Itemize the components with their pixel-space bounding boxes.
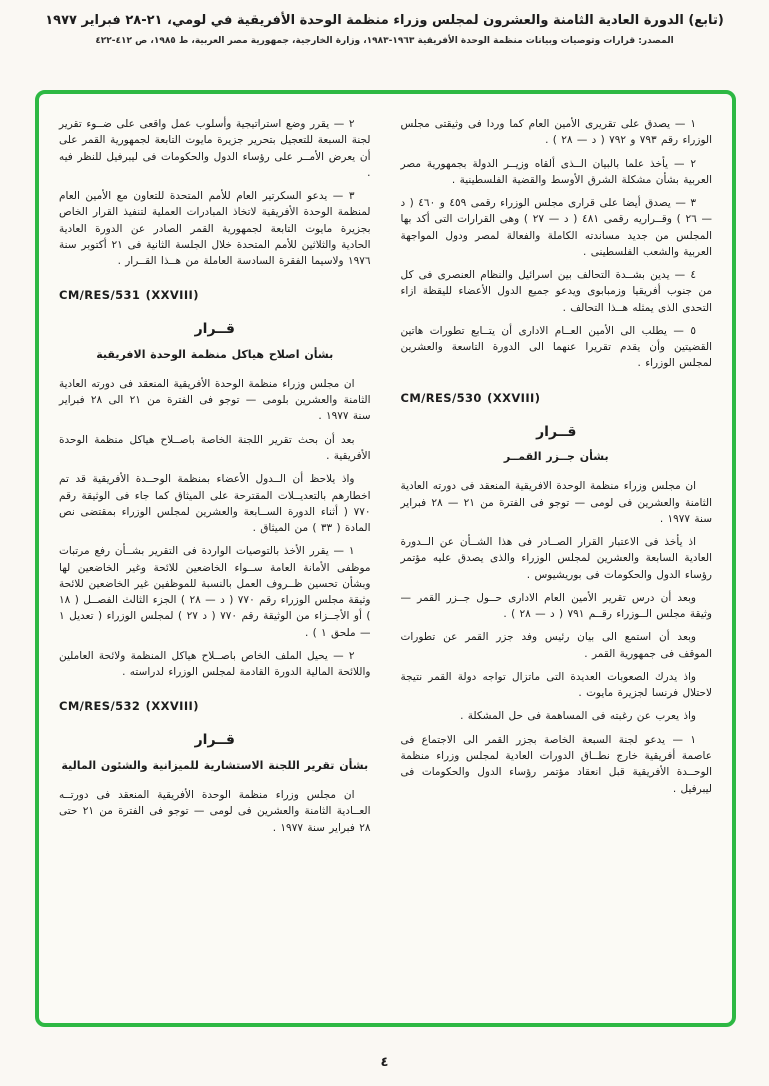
document-frame <box>35 90 736 1027</box>
resolution-id: CM/RES/531 (XXVIII) <box>59 288 199 303</box>
resolution-heading: قــرار <box>194 321 235 338</box>
session-title: (تابع) الدورة العادية الثامنة والعشرون لمجلس وزراء منظمة الوحدة الأفريقية في لومي، ٢١-٢٨ فبراير ١٩٧٧ <box>45 13 724 28</box>
paragraph: ٣ — يصدق أيضا على قرارى مجلس الوزراء رقمى ٤٥٩ و ٤٦٠ ( د — ٢٦ ) وقــراريه رقمى ٤٨١ ( د — ٢٧ ) وهى القرارات التى أكد بها المجلس من جديد مساندته الكاملة والفعالة لمصر ودول المواجهة العربية والشعب الفلسطينى . <box>400 197 712 258</box>
paragraph: ٣ — يدعو السكرتير العام للأمم المتحدة للتعاون مع الأمين العام لمنظمة الوحدة الأفريقية لاتخاذ المبادرات العملية لتنفيذ القرار الخاص بجزيرة مايوت التابعة لجمهورية القمر الصادر عن الدورة العادية الحادية والثلاثين للأمم المتحدة خلال الجلسة الثانية فى ٢١ أكتوبر سنة ١٩٧٦ ولاسيما الفقرة السادسة العاملة من هــذا القــرار . <box>59 190 371 268</box>
paragraph: وبعد أن درس تقرير الأمين العام الادارى حــول جــزر القمر — وثيقة مجلس الــوزراء رقــم ٧٩١ ( د — ٢٨ ) . <box>400 591 712 621</box>
paragraph: ١ — يصدق على تقريرى الأمين العام كما وردا فى وثيقتى مجلس الوزراء رقم ٧٩٣ و ٧٩٢ ( د — ٢٨ ) . <box>400 118 712 147</box>
paragraph: واذ يدرك الصعوبات العديدة التى ماتزال تواجه دولة القمر نتيجة لاحتلال فرنسا لجزيرة مايوت . <box>400 670 712 700</box>
paragraph: ٥ — يطلب الى الأمين العــام الادارى أن يتــابع تطورات هاتين القضيتين وأن يقدم تقريرا عنهما الى الدورة التاسعة والعشرين لمجلس الوزراء . <box>400 324 712 370</box>
source-note: المصدر: قرارات وتوصيات وبيانات منظمة الوحدة الأفريقية ١٩٦٣-١٩٨٣، وزارة الخارجية، جمهورية مصر العربية، ط ١٩٨٥، ص ٤١٢-٤٢٢ <box>95 36 674 46</box>
resolution-id: CM/RES/530 (XXVIII) <box>400 390 541 405</box>
resolution-id: CM/RES/532 (XXVIII) <box>59 699 199 714</box>
column-left <box>59 116 371 1007</box>
paragraph: ان مجلس وزراء منظمة الوحدة الافريقية المنعقد فى دورته العادية الثامنة والعشرين فى لومى — توجو فى الفترة من ٢١ — ٢٨ فبراير سنة ١٩٧٧ . <box>400 480 713 525</box>
paragraph: واذ يعرب عن رغبته فى المساهمة فى حل المشكلة . <box>460 710 696 723</box>
paragraph: وبعد أن استمع الى بيان رئيس وفد جزر القمر عن تطورات الموقف فى جمهورية القمر . <box>400 631 712 660</box>
paragraph: واذ يلاحظ أن الــدول الأعضاء بمنظمة الوحــدة الأفريقية قد تم اخطارهم بالتعديــلات المقترحة على الميثاق كما جاء فى الوثيقة رقم ٧٧٠ ( أثناء الدورة الســابعة والعشرين لمجلس الوزراء بمقتضى نص المادة ( ٣٣ ) من الميثاق . <box>59 473 371 535</box>
resolution-subject: بشأن اصلاح هياكل منظمة الوحدة الافريقية <box>96 347 334 361</box>
paragraph: ٢ — يأخذ علما بالبيان الــذى ألقاه وزيــر الدولة بجمهورية مصر العربية بشأن مشكلة الشرق الأوسط والقضية الفلسطينية . <box>400 157 712 186</box>
paragraph: ٢ — يقرر وضع استراتيجية وأسلوب عمل واقعى على ضــوء تقرير لجنة السبعة للتعجيل بتحرير جزيرة مايوت التابعة لجمهورية القمر على أن يعرض الأمــر على رؤساء الدول والحكومات فى ليبرفيل للنظر فيه . <box>59 118 371 179</box>
paragraph: ان مجلس وزراء منظمة الوحدة الأفريقية المنعقد فى دورته العادية الثامنة والعشرين بلومى — توجو فى الفترة من ٢١ الى ٢٨ فبراير سنة ١٩٧٧ . <box>59 377 371 423</box>
paragraph: بعد أن بحث تقرير اللجنة الخاصة باصــلاح هياكل منظمة الوحدة الأفريقية . <box>59 433 371 462</box>
resolution-heading: قــرار <box>194 732 235 749</box>
text-columns <box>59 116 712 1007</box>
paragraph: ٢ — يحيل الملف الخاص باصــلاح هياكل المنظمة ولائحة العاملين واللائحة المالية الدورة القادمة لمجلس الوزراء لدراسته . <box>59 649 371 679</box>
resolution-heading: قــرار <box>536 423 577 440</box>
paragraph: ٤ — يدين بشــدة التحالف بين اسرائيل والنظام العنصرى فى كل من جنوب أفريقيا وزمبابوى ويدعو جميع الدول الأعضاء لليقظة ازاء التحدى الذى يمثله هــذا التحالف . <box>400 269 712 314</box>
paragraph: ١ — يقرر الأخذ بالتوصيات الواردة فى التقرير بشــأن رفع مرتبات موظفى الأمانة العامة ســواء الخاضعين للائحة وغير الخاضعين لها وبشأن تحسين ظــروف العمل بالنسبة للموظفين غير الخاضعين للائحة وثيقة مجلس الوزراء رقم ٧٧٠ ( د — ٢٨ ) الجزء الثالث الفصــل ( ١٨ ) أو الأجــزاء من الوثيقة رقم ٧٧٠ ( د ٢٧ ) لمجلس الوزراء ( تعديل ١ — ملحق ١ ) . <box>59 545 371 639</box>
paragraph: ان مجلس وزراء منظمة الوحدة الأفريقية المنعقد فى دورتــه العــادية الثامنة والعشرين فى لومى — توجو فى الفترة من ٢١ حتى ٢٨ فبراير سنة ١٩٧٧ . <box>59 789 371 834</box>
document-header <box>0 0 769 46</box>
column-right <box>401 116 713 1007</box>
resolution-subject: بشأن تقرير اللجنة الاستشارية للميزانية والشئون المالية <box>61 758 369 772</box>
paragraph: اذ يأخذ فى الاعتبار القرار الصــادر فى هذا الشــأن عن الــدورة العادية السابعة والعشرين لمجلس الوزراء والذى يصدق عليه مؤتمر رؤساء الدول والحكومات فى بوريشيوس . <box>400 536 712 581</box>
paragraph: ١ — يدعو لجنة السبعة الخاصة بجزر القمر الى الاجتماع فى عاصمة أفريقية خارج نطــاق الدورات العادية لمجلس وزراء منظمة الوحــدة الأفريقية قبل انعقاد مؤتمر رؤساء الدول والحكومات فى ليبرفيل . <box>400 733 712 795</box>
resolution-subject: بشأن جــزر القمــر <box>503 450 609 464</box>
page-number: ٤ <box>380 1055 389 1070</box>
